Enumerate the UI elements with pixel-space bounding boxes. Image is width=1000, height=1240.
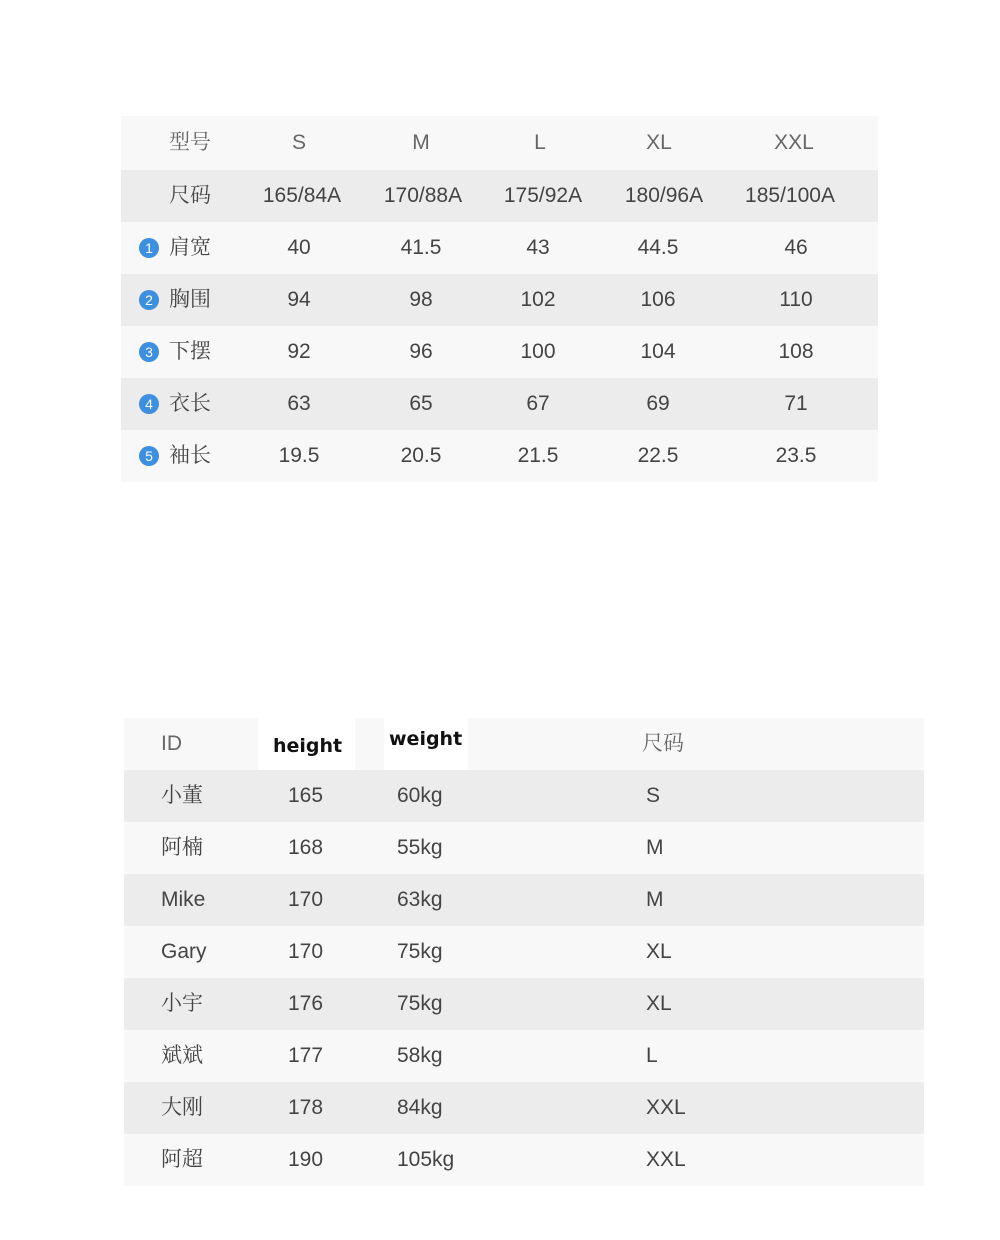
size-code-value: 165/84A	[262, 184, 342, 207]
row-height: 176	[288, 992, 324, 1015]
row-height: 165	[288, 784, 324, 807]
measurement-label: 胸围	[169, 288, 211, 311]
measurement-row	[121, 430, 878, 482]
row-id: 小董	[161, 784, 203, 807]
row-weight: 60kg	[397, 784, 443, 807]
table-row	[124, 978, 924, 1030]
number-badge: 3	[139, 342, 159, 362]
row-id: Mike	[161, 888, 206, 911]
model-reference-table	[124, 718, 924, 1186]
row-size: XXL	[646, 1148, 686, 1171]
measurement-value: 63	[287, 392, 311, 415]
row-size: XL	[646, 992, 672, 1015]
number-badge: 1	[139, 238, 159, 258]
size-code-value: 170/88A	[383, 184, 463, 207]
measurement-value: 20.5	[400, 444, 442, 467]
size-code-value: 180/96A	[624, 184, 704, 207]
size-header-xl: XL	[646, 131, 672, 154]
row-weight: 105kg	[397, 1148, 455, 1171]
measurement-value: 23.5	[775, 444, 817, 467]
header-id: ID	[161, 732, 182, 755]
measurement-value: 43	[526, 236, 550, 259]
measurement-value: 69	[646, 392, 670, 415]
size-header-label: 型号	[169, 131, 211, 154]
measurement-value: 106	[640, 288, 676, 311]
measurement-value: 71	[784, 392, 808, 415]
row-size: XXL	[646, 1096, 686, 1119]
row-id: 阿楠	[161, 836, 203, 859]
number-badge: 2	[139, 290, 159, 310]
row-weight: 63kg	[397, 888, 443, 911]
row-height: 190	[288, 1148, 324, 1171]
row-size: L	[646, 1044, 658, 1067]
measurement-row	[121, 378, 878, 430]
measurement-value: 104	[640, 340, 676, 363]
size-code-row	[121, 170, 878, 222]
header-size: 尺码	[642, 732, 684, 755]
table-row	[124, 874, 924, 926]
measurement-label: 袖长	[169, 444, 211, 467]
row-height: 170	[288, 888, 324, 911]
row-id: 斌斌	[161, 1044, 203, 1067]
row-height: 168	[288, 836, 324, 859]
measurement-label: 衣长	[169, 392, 211, 415]
size-header-xxl: XXL	[774, 131, 814, 154]
measurement-value: 41.5	[400, 236, 442, 259]
size-header-m: M	[412, 131, 430, 154]
number-badge: 5	[139, 446, 159, 466]
size-header-l: L	[534, 131, 546, 154]
header-height: height	[273, 735, 343, 757]
measurement-value: 21.5	[517, 444, 559, 467]
row-weight: 84kg	[397, 1096, 443, 1119]
size-code-value: 185/100A	[745, 184, 835, 207]
measurement-value: 102	[520, 288, 556, 311]
header-weight-box	[384, 718, 468, 770]
measurement-row	[121, 326, 878, 378]
row-id: Gary	[161, 940, 207, 963]
measurement-value: 100	[520, 340, 556, 363]
measurement-label: 肩宽	[169, 236, 211, 259]
measurement-value: 110	[779, 288, 813, 311]
row-size: M	[646, 888, 664, 911]
row-id: 小宇	[161, 992, 203, 1015]
size-header-s: S	[291, 131, 307, 154]
row-size: XL	[646, 940, 672, 963]
row-height: 177	[288, 1044, 324, 1067]
measurement-value: 19.5	[278, 444, 320, 467]
row-weight: 75kg	[397, 992, 443, 1015]
measurement-row	[121, 222, 878, 274]
measurement-row	[121, 274, 878, 326]
size-chart-table	[121, 116, 878, 482]
measurement-value: 65	[409, 392, 433, 415]
table-row	[124, 1030, 924, 1082]
header-height-box	[258, 718, 355, 770]
table-row	[124, 822, 924, 874]
table-row	[124, 926, 924, 978]
size-code-value: 175/92A	[503, 184, 583, 207]
sample-header-row	[124, 718, 924, 770]
measurement-value: 96	[409, 340, 433, 363]
measurement-value: 44.5	[637, 236, 679, 259]
row-id: 阿超	[161, 1148, 203, 1171]
measurement-value: 46	[784, 236, 808, 259]
measurement-value: 67	[526, 392, 550, 415]
measurement-value: 94	[287, 288, 311, 311]
row-height: 170	[288, 940, 324, 963]
row-id: 大刚	[161, 1096, 203, 1119]
number-badge: 4	[139, 394, 159, 414]
table-row	[124, 770, 924, 822]
row-height: 178	[288, 1096, 324, 1119]
measurement-value: 98	[409, 288, 433, 311]
size-code-label: 尺码	[169, 184, 211, 207]
measurement-value: 108	[778, 340, 814, 363]
table-row	[124, 1082, 924, 1134]
row-size: S	[646, 784, 661, 807]
measurement-value: 92	[287, 340, 311, 363]
measurement-value: 40	[287, 236, 311, 259]
measurement-label: 下摆	[169, 340, 211, 363]
row-weight: 58kg	[397, 1044, 443, 1067]
measurement-value: 22.5	[637, 444, 679, 467]
header-weight: weight	[389, 728, 463, 750]
size-header-row	[121, 116, 878, 170]
table-row	[124, 1134, 924, 1186]
row-size: M	[646, 836, 664, 859]
row-weight: 75kg	[397, 940, 443, 963]
row-weight: 55kg	[397, 836, 443, 859]
